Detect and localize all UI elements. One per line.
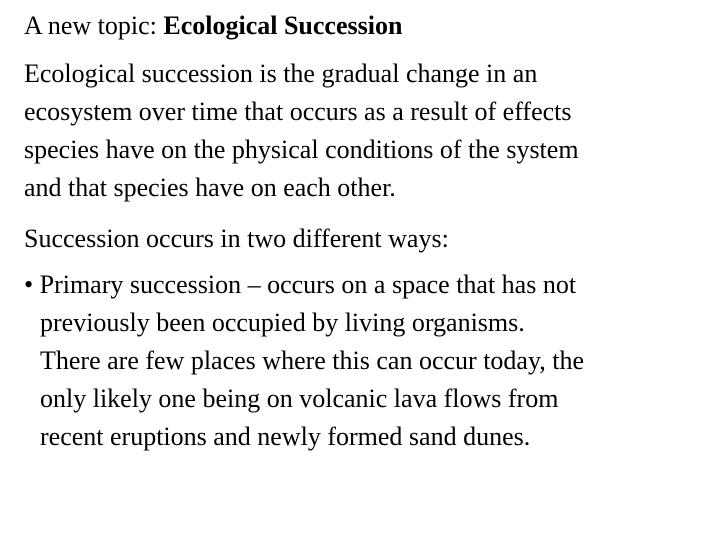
bullet-line: only likely one being on volcanic lava flows from xyxy=(40,384,559,413)
bullet-line: recent eruptions and newly formed sand dunes. xyxy=(40,422,531,451)
bullet-line: • Primary succession – occurs on a space that has not xyxy=(24,270,577,299)
definition-line: Ecological succession is the gradual change in an xyxy=(24,59,538,88)
definition-line: and that species have on each other. xyxy=(24,173,396,202)
slide-title xyxy=(24,8,402,44)
primary-succession-bullet xyxy=(24,266,714,456)
definition-paragraph xyxy=(24,55,714,207)
title-emphasis: Ecological Succession xyxy=(163,11,403,40)
bullet-line: previously been occupied by living organisms. xyxy=(40,308,525,337)
title-prefix: A new topic: xyxy=(24,11,164,40)
succession-ways-line: Succession occurs in two different ways: xyxy=(24,224,449,253)
definition-line: species have on the physical conditions of the system xyxy=(24,135,579,164)
succession-ways-paragraph xyxy=(24,220,714,258)
definition-line: ecosystem over time that occurs as a result of effects xyxy=(24,97,572,126)
bullet-line: There are few places where this can occur today, the xyxy=(40,346,585,375)
